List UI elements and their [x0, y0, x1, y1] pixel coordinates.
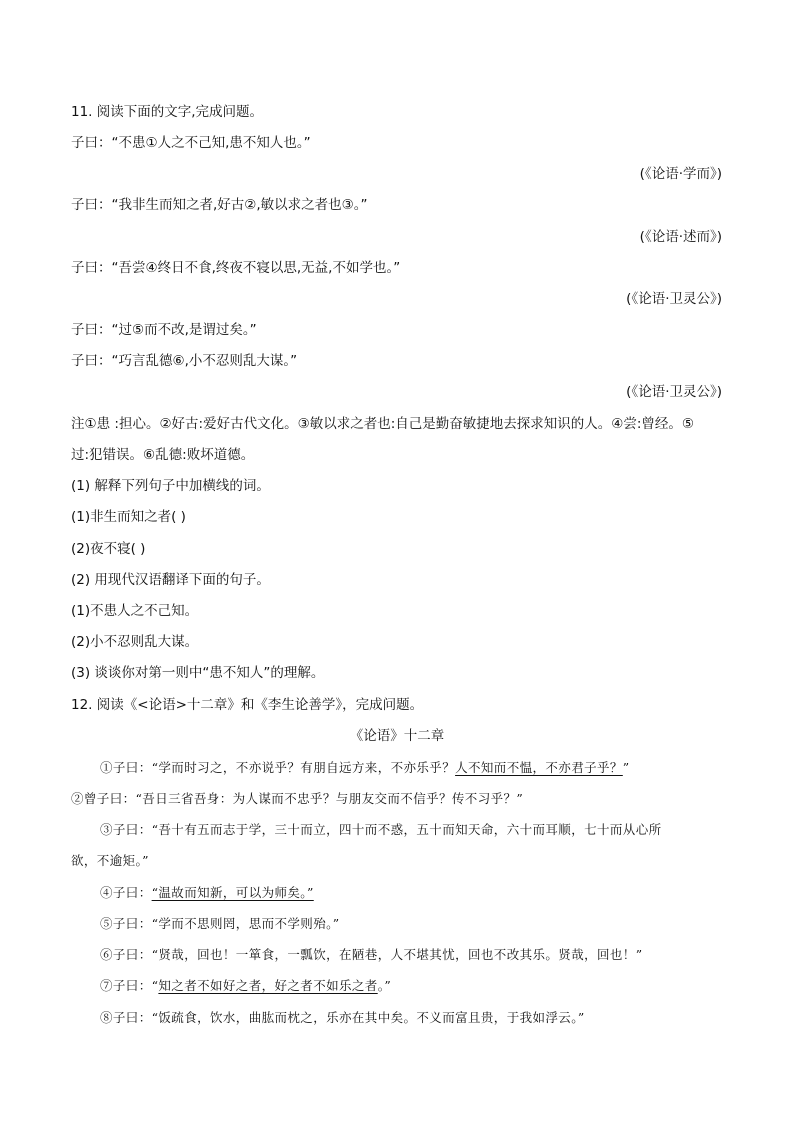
passage-1-source: (《论语·学而》): [639, 166, 722, 182]
chapter-7-underlined: 知之者不如好之者，好之者不如乐之者: [158, 978, 378, 993]
chapter-4-underlined: “温故而知新，可以为师矣。”: [151, 885, 314, 900]
sub-question-2: (2) 用现代汉语翻译下面的句子。: [71, 572, 270, 588]
chapter-5: ⑤子曰：“学而不思则罔，思而不学则殆。”: [100, 916, 340, 931]
passage-2-source: (《论语·述而》): [639, 229, 722, 245]
chapter-6: ⑥子曰：“贤哉，回也！一箪食，一瓢饮，在陋巷，人不堪其忧，回也不改其乐。贤哉，回也！”: [100, 947, 643, 962]
passage-5-source: (《论语·卫灵公》): [626, 384, 722, 400]
chapter-4: [100, 884, 314, 902]
chapter-3-line-2: 欲，不逾矩。”: [71, 853, 149, 868]
chapter-7-end: 。”: [377, 978, 392, 993]
sub-question-3: (3) 谈谈你对第一则中“患不知人”的理解。: [71, 665, 325, 681]
chapter-4-text: ④子曰：: [100, 885, 152, 900]
chapter-7: [100, 977, 391, 995]
chapter-2: ②曾子曰：“吾日三省吾身：为人谋而不忠乎？与朋友交而不信乎？传不习乎？”: [71, 791, 524, 806]
passage-4: 子曰：“过⑤而不改,是谓过矣。”: [71, 322, 257, 338]
sub-question-2a: (1)不患人之不己知。: [71, 603, 199, 619]
notes-line-2: 过:犯错误。⑥乱德:败坏道德。: [71, 447, 255, 463]
chapter-1-end: ”: [622, 760, 630, 775]
chapter-3-line-1: ③子曰：“吾十有五而志于学，三十而立，四十而不惑，五十而知天命，六十而耳顺，七十而从心所: [100, 822, 662, 837]
q11-title: 11. 阅读下面的文字,完成问题。: [71, 104, 264, 120]
sub-question-1a: (1)非生而知之者( ): [71, 509, 186, 525]
chapter-8: ⑧子曰：“饭疏食，饮水，曲肱而枕之，乐亦在其中矣。不义而富且贵，于我如浮云。”: [100, 1010, 585, 1025]
sub-question-1b: (2)夜不寝( ): [71, 541, 146, 557]
sub-question-1: (1) 解释下列句子中加横线的词。: [71, 478, 270, 494]
sub-question-2b: (2)小不忍则乱大谋。: [71, 634, 199, 650]
chapter-1-underlined: 人不知而不愠，不亦君子乎？: [455, 760, 623, 775]
passage-1: 子曰：“不患①人之不己知,患不知人也。”: [71, 135, 311, 151]
notes-line-1: 注①患 :担心。②好古:爱好古代文化。③敏以求之者也:自己是勤奋敏捷地去探求知识的人。④尝:曾经。⑤: [71, 416, 694, 432]
passage-2: 子曰：“我非生而知之者,好古②,敏以求之者也③。”: [71, 197, 368, 213]
q12-title: 12. 阅读《<论语>十二章》和《李生论善学》，完成问题。: [71, 697, 424, 713]
passage-3-source: (《论语·卫灵公》): [626, 291, 722, 307]
chapter-1-text: ①子曰：“学而时习之，不亦说乎？有朋自远方来，不亦乐乎？: [100, 760, 456, 775]
chapter-1: [100, 759, 630, 777]
passage-5: 子曰：“巧言乱德⑥,小不忍则乱大谋。”: [71, 353, 298, 369]
section-heading: 《论语》十二章: [349, 728, 445, 744]
chapter-7-text: ⑦子曰：“: [100, 978, 159, 993]
passage-3: 子曰：“吾尝④终日不食,终夜不寝以思,无益,不如学也。”: [71, 260, 401, 276]
